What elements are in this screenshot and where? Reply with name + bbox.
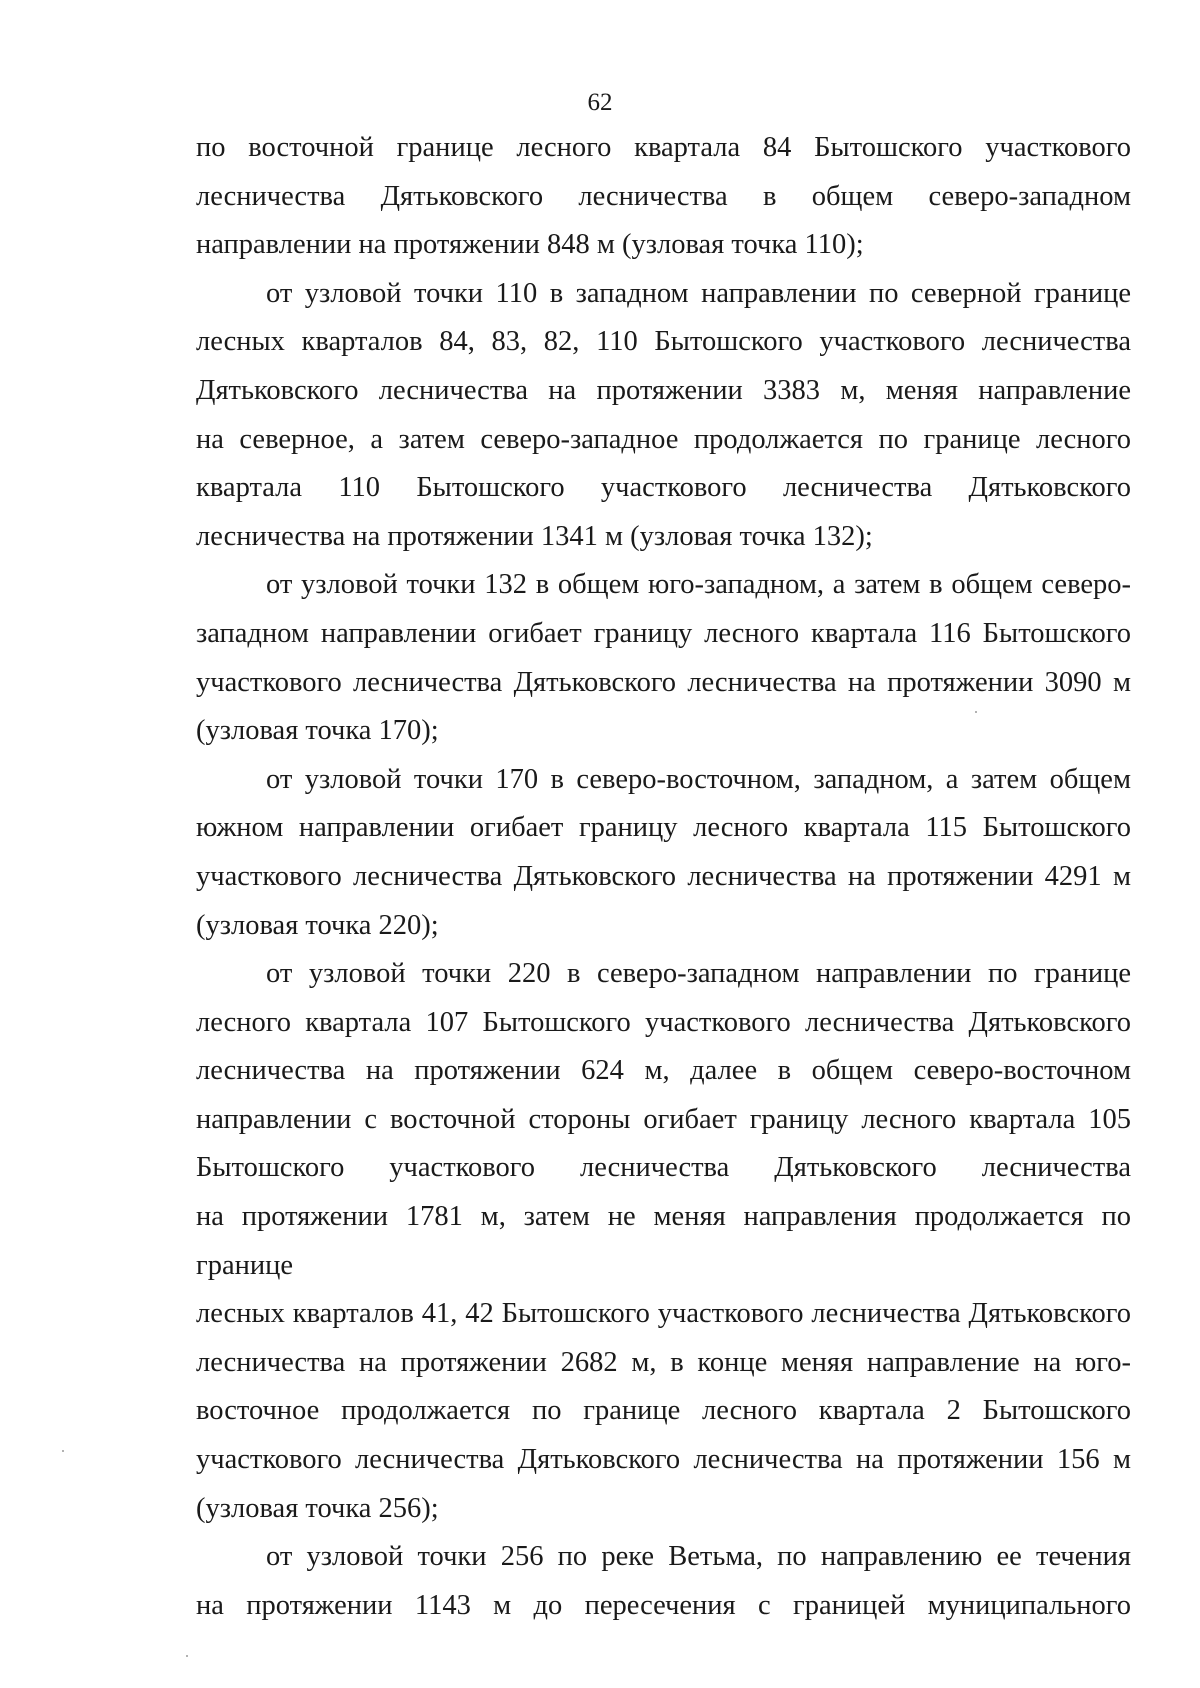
text-line: лесничества на протяжении 1341 м (узловая точка 132); xyxy=(196,520,873,552)
text-line: от узловой точки 170 в северо-восточном, западном, а затем общем xyxy=(266,763,1131,795)
scan-speck xyxy=(186,1655,188,1657)
text-line: направлении с восточной стороны огибает границу лесного квартала 105 xyxy=(196,1103,1131,1135)
text-line: лесного квартала 107 Бытошского участкового лесничества Дятьковского xyxy=(196,1006,1131,1038)
paragraph xyxy=(196,561,1131,755)
text-line: восточное продолжается по границе лесного квартала 2 Бытошского xyxy=(196,1395,1131,1427)
text-line: лесных кварталов 84, 83, 82, 110 Бытошского участкового лесничества xyxy=(196,326,1131,358)
text-line: Дятьковского лесничества на протяжении 3383 м, меняя направление xyxy=(196,374,1131,406)
text-line: квартала 110 Бытошского участкового лесничества Дятьковского xyxy=(196,472,1131,504)
text-line: от узловой точки 132 в общем юго-западном, а затем в общем северо- xyxy=(266,569,1131,601)
paragraph xyxy=(196,124,1131,270)
paragraph xyxy=(196,1533,1131,1630)
text-line: Бытошского участкового лесничества Дятьковского лесничества xyxy=(196,1152,1131,1184)
text-line: от узловой точки 220 в северо-западном направлении по границе xyxy=(266,958,1131,990)
paragraph xyxy=(196,950,1131,1533)
text-line: западном направлении огибает границу лесного квартала 116 Бытошского xyxy=(196,617,1131,649)
text-line: южном направлении огибает границу лесного квартала 115 Бытошского xyxy=(196,812,1131,844)
text-line: лесных кварталов 41, 42 Бытошского участкового лесничества Дятьковского xyxy=(196,1298,1131,1330)
text-line: (узловая точка 170); xyxy=(196,715,439,747)
page-number: 62 xyxy=(587,89,613,116)
text-line: на протяжении 1143 м до пересечения с границей муниципального xyxy=(196,1589,1131,1621)
text-line: участкового лесничества Дятьковского лесничества на протяжении 3090 м xyxy=(196,666,1131,698)
text-line: от узловой точки 110 в западном направлении по северной границе xyxy=(266,277,1131,309)
text-line: лесничества на протяжении 624 м, далее в общем северо-восточном xyxy=(196,1055,1131,1087)
paragraph xyxy=(196,270,1131,562)
text-line: участкового лесничества Дятьковского лесничества на протяжении 4291 м xyxy=(196,860,1131,892)
text-line: на протяжении 1781 м, затем не меняя направления продолжается по границе xyxy=(196,1201,1131,1281)
text-line: на северное, а затем северо-западное продолжается по границе лесного xyxy=(196,423,1131,455)
paragraph xyxy=(196,756,1131,950)
scan-speck xyxy=(62,1450,64,1452)
scan-speck xyxy=(975,711,977,713)
text-line: участкового лесничества Дятьковского лесничества на протяжении 156 м xyxy=(196,1444,1131,1476)
text-line: лесничества на протяжении 2682 м, в конце меняя направление на юго- xyxy=(196,1346,1131,1378)
text-line: (узловая точка 256); xyxy=(196,1492,439,1524)
text-line: (узловая точка 220); xyxy=(196,909,439,941)
text-line: по восточной границе лесного квартала 84 Бытошского участкового xyxy=(196,132,1131,163)
text-line: направлении на протяжении 848 м (узловая точка 110); xyxy=(196,229,864,261)
body-text xyxy=(196,124,1131,1630)
text-line: от узловой точки 256 по реке Ветьма, по направлению ее течения xyxy=(266,1541,1131,1573)
text-line: лесничества Дятьковского лесничества в общем северо-западном xyxy=(196,180,1131,212)
